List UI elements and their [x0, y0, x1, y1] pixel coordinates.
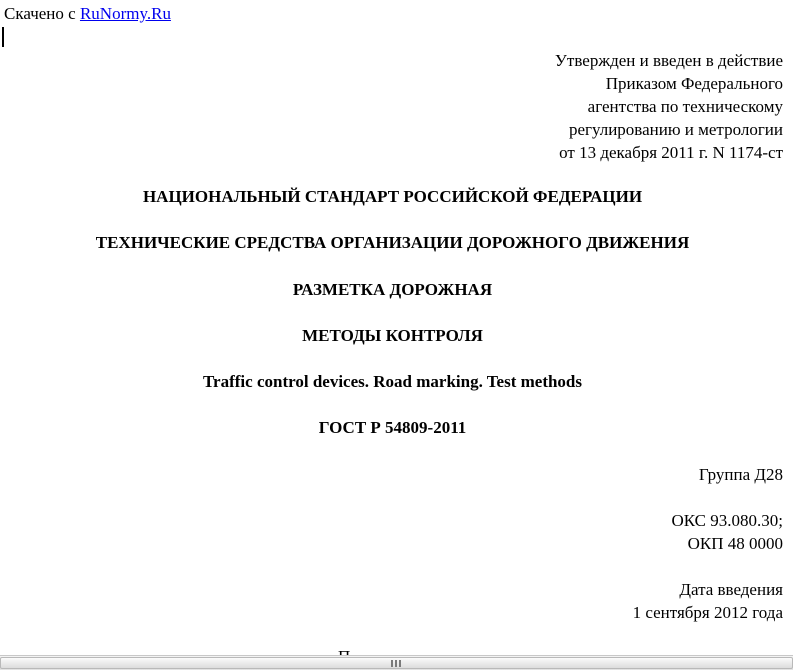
- english-title: Traffic control devices. Road marking. Test methods: [202, 372, 583, 391]
- approval-line: агентства по техническому: [587, 97, 783, 116]
- classification-block: [671, 509, 783, 555]
- text-cursor: [2, 27, 4, 47]
- grip-icon: [391, 660, 401, 667]
- group-code: [699, 463, 783, 486]
- introduction-date-block: [633, 578, 783, 624]
- oks-code: ОКС 93.080.30;: [671, 511, 783, 530]
- okp-code: ОКП 48 0000: [687, 534, 783, 553]
- approval-line: Приказом Федерального: [605, 74, 783, 93]
- approval-block: [555, 49, 783, 164]
- introduction-date: 1 сентября 2012 года: [632, 603, 783, 622]
- subject-heading: РАЗМЕТКА ДОРОЖНАЯ: [292, 280, 493, 299]
- introduction-label: Дата введения: [679, 580, 783, 599]
- standard-type-heading: НАЦИОНАЛЬНЫЙ СТАНДАРТ РОССИЙСКОЙ ФЕДЕРАЦИИ: [142, 187, 643, 206]
- category-heading: ТЕХНИЧЕСКИЕ СРЕДСТВА ОРГАНИЗАЦИИ ДОРОЖНОГО ДВИЖЕНИЯ: [95, 233, 690, 252]
- approval-line: регулированию и метрологии: [568, 120, 783, 139]
- gost-number: ГОСТ Р 54809-2011: [318, 418, 467, 437]
- horizontal-scrollbar[interactable]: [0, 655, 793, 670]
- group-code-text: Группа Д28: [698, 465, 783, 484]
- scrollbar-thumb[interactable]: [0, 657, 793, 669]
- part-heading: МЕТОДЫ КОНТРОЛЯ: [302, 326, 483, 345]
- source-link[interactable]: RuNormy.Ru: [79, 4, 171, 23]
- source-line: [4, 4, 171, 24]
- approval-line: Утвержден и введен в действие: [554, 51, 783, 70]
- source-prefix: Скачено с: [4, 4, 80, 23]
- approval-line: от 13 декабря 2011 г. N 1174-ст: [559, 143, 783, 162]
